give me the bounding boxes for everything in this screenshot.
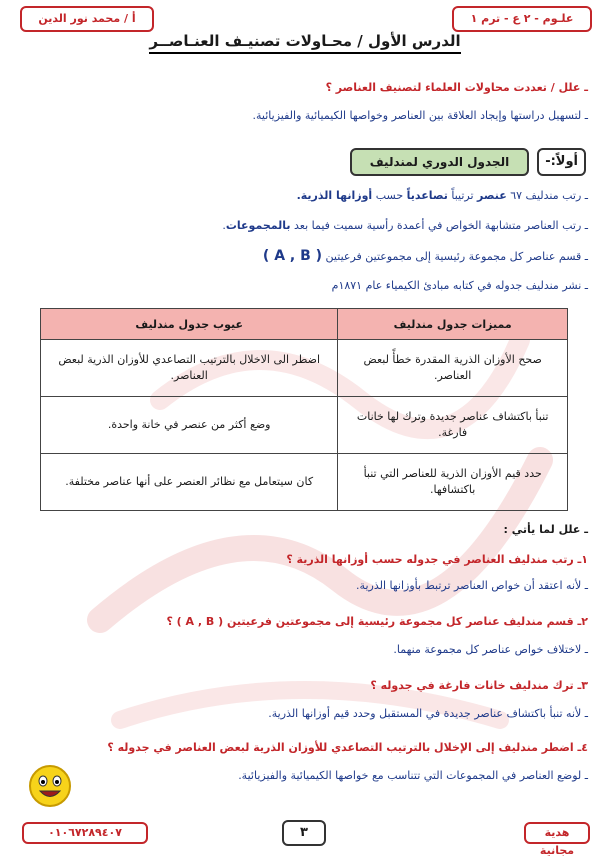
advantage-cell: صحح الأوزان الذرية المقدرة خطأً لبعض العناصر. [338, 340, 568, 397]
explain-answer-4: ـ لوضع العناصر في المجموعات التي تتناسب مع خواصها الكيميائية والفيزيائية. [238, 769, 588, 782]
page-number: ٣ [282, 820, 326, 846]
section-heading [350, 148, 586, 176]
advantage-cell: تنبأ باكتشاف عناصر جديدة وترك لها خانات فارغة. [338, 397, 568, 454]
teacher-header: أ / محمد نور الدين [20, 6, 154, 32]
explain-question-1: ١ـ رتب مندليف العناصر في جدوله حسب أوزانها الذرية ؟ [286, 553, 588, 566]
explain-question-4: ٤ـ اضطر مندليف إلى الإخلال بالترتيب التصاعدي للأوزان الذرية لبعض العناصر في جدوله ؟ [107, 741, 588, 754]
point-3: ـ قسم عناصر كل مجموعة رئيسية إلى مجموعتين فرعيتين ( A , B ) [262, 248, 588, 264]
table-row [41, 454, 568, 511]
section-title: الجدول الدوري لمندليف [350, 148, 529, 176]
phone-number: ٠١٠٦٧٢٨٩٤٠٧ [22, 822, 148, 844]
table-row [41, 397, 568, 454]
drawback-cell: وضع أكثر من عنصر في خانة واحدة. [41, 397, 338, 454]
explain-heading: ـ علل لما يأتي : [503, 523, 588, 536]
explain-question-2: ٢ـ قسم مندليف عناصر كل مجموعة رئيسية إلى مجموعتين فرعيتين ( A , B ) ؟ [166, 615, 588, 628]
explain-answer-2: ـ لاختلاف خواص عناصر كل مجموعة منهما. [393, 643, 588, 656]
subject-header: علـوم - ٢ ع - ترم ١ [452, 6, 592, 32]
lesson-title: الدرس الأول / محـاولات تصنيـف العنـاصــر [0, 32, 610, 50]
comparison-table [40, 308, 568, 511]
drawbacks-header: عيوب جدول مندليف [41, 309, 338, 340]
intro-answer: ـ لتسهيل دراستها وإيجاد العلاقة بين العناصر وخواصها الكيميائية والفيزيائية. [252, 109, 588, 122]
intro-question: ـ علل / تعددت محاولات العلماء لتصنيف العناصر ؟ [325, 81, 588, 94]
section-number: أولاً:- [537, 148, 586, 176]
point-2: ـ رتب العناصر متشابهة الخواص في أعمدة رأسية سميت فيما بعد بالمجموعات. [222, 219, 588, 232]
free-gift-label: هدية مجانية [524, 822, 590, 844]
advantages-header: مميزات جدول مندليف [338, 309, 568, 340]
table-row [41, 340, 568, 397]
explain-answer-3: ـ لأنه تنبأ باكتشاف عناصر جديدة في المستقبل وحدد قيم أوزانها الذرية. [268, 707, 588, 720]
drawback-cell: كان سيتعامل مع نظائر العنصر على أنها عناصر مختلفة. [41, 454, 338, 511]
smiley-icon [28, 764, 72, 808]
point-1: ـ رتب مندليف ٦٧ عنصر ترتيباً تصاعدياً حسب أوزانها الذرية. [296, 189, 588, 202]
point-4: ـ نشر مندليف جدوله في كتابه مبادئ الكيمياء عام ١٨٧١م [331, 279, 588, 292]
drawback-cell: اضطر الى الاخلال بالترتيب التصاعدي للأوزان الذرية لبعض العناصر. [41, 340, 338, 397]
explain-answer-1: ـ لأنه اعتقد أن خواص العناصر ترتبط بأوزانها الذرية. [356, 579, 588, 592]
explain-question-3: ٣ـ ترك مندليف خانات فارغة في جدوله ؟ [370, 679, 588, 692]
advantage-cell: حدد قيم الأوزان الذرية للعناصر التي تنبأ باكتشافها. [338, 454, 568, 511]
